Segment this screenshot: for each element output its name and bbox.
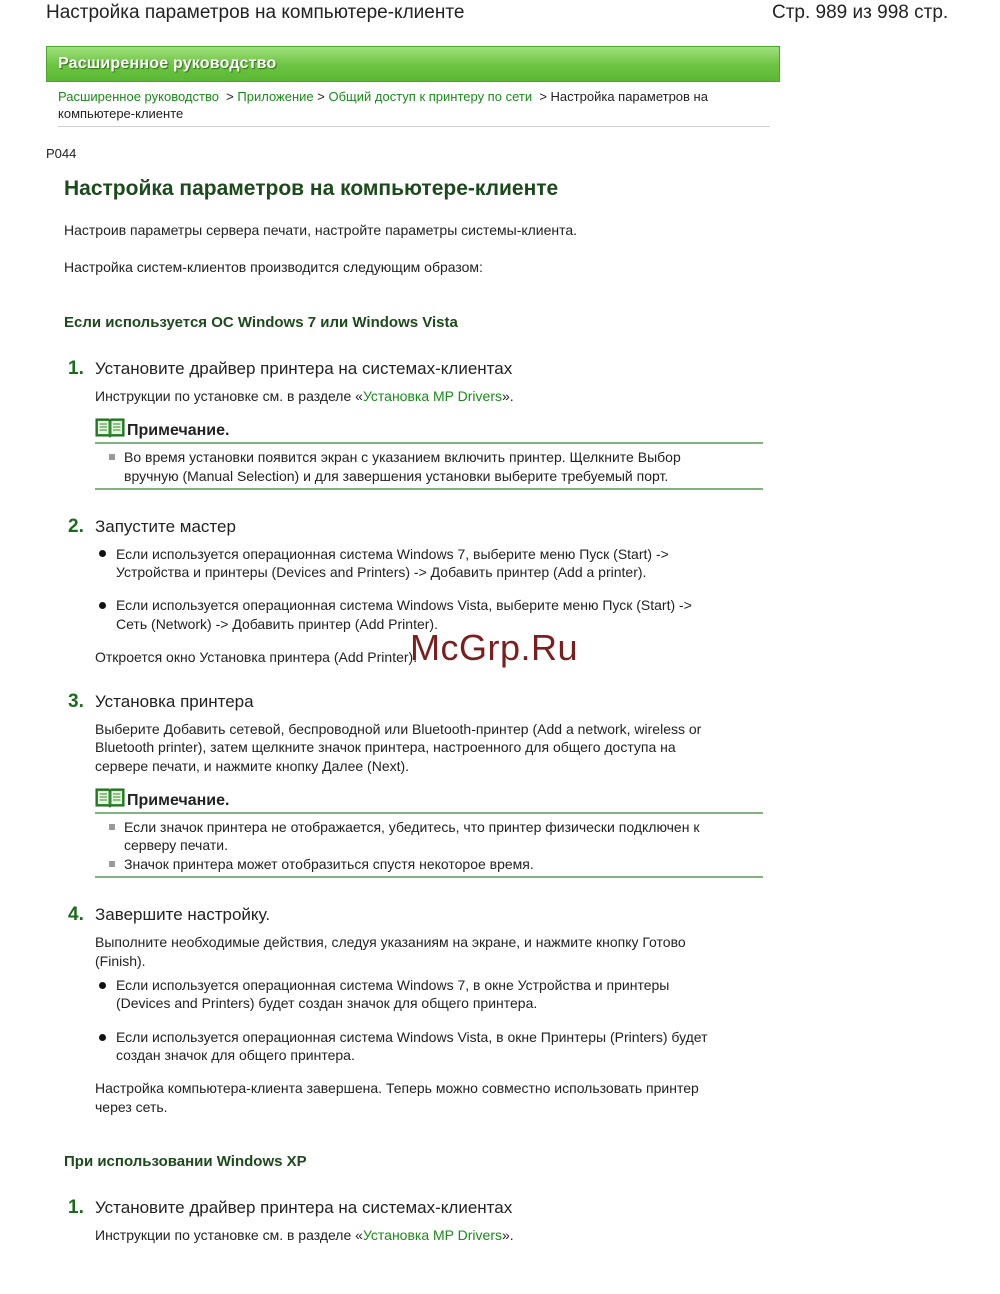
watermark: McGrp.Ru xyxy=(410,627,579,668)
step-title: Установка принтера xyxy=(95,692,254,711)
list-item: Если используется операционная система Windows 7, выберите меню Пуск (Start) -> xyxy=(116,546,669,562)
intro-text-2: Настройка систем-клиентов производится следующим образом: xyxy=(64,259,483,275)
page-number: Стр. 989 из 998 стр. xyxy=(772,2,949,23)
step-text: Выберите Добавить сетевой, беспроводной или Bluetooth-принтер (Add a network, wireless or xyxy=(95,721,702,737)
breadcrumb-sep: > xyxy=(226,89,234,104)
breadcrumb-sep: > xyxy=(539,89,547,104)
list-item: Если используется операционная система Windows Vista, в окне Принтеры (Printers) будет xyxy=(116,1029,708,1045)
section-heading-winxp: При использовании Windows XP xyxy=(64,1153,307,1170)
step-number: 1. xyxy=(68,1197,84,1218)
breadcrumb-current-cont: компьютере-клиенте xyxy=(58,106,184,121)
step-text: через сеть. xyxy=(95,1099,168,1115)
section-heading-win7-vista: Если используется ОС Windows 7 или Windows Vista xyxy=(64,314,458,331)
banner-label: Расширенное руководство xyxy=(58,55,277,72)
list-item: Если используется операционная система Windows 7, в окне Устройства и принтеры xyxy=(116,977,670,993)
bullet-square-icon xyxy=(109,824,115,830)
divider xyxy=(58,126,770,127)
step-number: 2. xyxy=(68,516,84,537)
bullet-dot-icon xyxy=(99,602,106,609)
bullet-square-icon xyxy=(109,454,115,460)
step-title: Установите драйвер принтера на системах-клиентах xyxy=(95,1198,513,1217)
note-book-icon xyxy=(95,786,125,808)
step-number: 4. xyxy=(68,904,84,925)
section-banner xyxy=(46,46,780,82)
step-text: Bluetooth printer), затем щелкните значок принтера, настроенного для общего доступа на xyxy=(95,739,676,755)
breadcrumb xyxy=(58,88,748,122)
note-text: серверу печати. xyxy=(124,837,228,853)
bullet-dot-icon xyxy=(99,550,106,557)
step-title: Завершите настройку. xyxy=(95,905,271,924)
bullet-square-icon xyxy=(109,861,115,867)
breadcrumb-sep: > xyxy=(317,89,325,104)
note-book-icon xyxy=(95,416,125,438)
note-label: Примечание. xyxy=(127,422,230,439)
step-title: Запустите мастер xyxy=(95,517,236,536)
step-text: (Finish). xyxy=(95,953,146,969)
bullet-dot-icon xyxy=(99,982,106,989)
note-text: Значок принтера может отобразиться спустя некоторое время. xyxy=(124,856,534,872)
breadcrumb-link-appendix[interactable]: Приложение xyxy=(237,89,314,104)
step-text: Выполните необходимые действия, следуя указаниям на экране, и нажмите кнопку Готово xyxy=(95,934,686,950)
note-text: Если значок принтера не отображается, убедитесь, что принтер физически подключен к xyxy=(124,819,700,835)
note-text: вручную (Manual Selection) и для завершения установки выберите требуемый порт. xyxy=(124,468,669,484)
page-title: Настройка параметров на компьютере-клиенте xyxy=(64,177,559,200)
step-number: 1. xyxy=(68,358,84,379)
list-item: Сеть (Network) -> Добавить принтер (Add Printer). xyxy=(116,616,438,632)
link-install-mp-drivers[interactable]: Установка MP Drivers xyxy=(362,388,502,404)
step-text: сервере печати, и нажмите кнопку Далее (Next). xyxy=(95,758,410,774)
list-item: создан значок для общего принтера. xyxy=(116,1047,355,1063)
note-header xyxy=(95,416,763,444)
note-header xyxy=(95,786,763,814)
page-header-title: Настройка параметров на компьютере-клиенте xyxy=(46,2,465,23)
list-item: (Devices and Printers) будет создан значок для общего принтера. xyxy=(116,995,538,1011)
step-text: Настройка компьютера-клиента завершена. Теперь можно совместно использовать принтер xyxy=(95,1080,699,1096)
note-divider xyxy=(95,488,763,490)
intro-text-1: Настроив параметры сервера печати, настройте параметры системы-клиента. xyxy=(64,222,578,238)
note-label: Примечание. xyxy=(127,792,230,809)
list-item: Устройства и принтеры (Devices and Printers) -> Добавить принтер (Add a printer). xyxy=(116,564,647,580)
note-text: Во время установки появится экран с указанием включить принтер. Щелкните Выбор xyxy=(124,449,681,465)
list-item: Если используется операционная система Windows Vista, выберите меню Пуск (Start) -> xyxy=(116,597,692,613)
breadcrumb-link-guide[interactable]: Расширенное руководство xyxy=(58,89,219,104)
link-install-mp-drivers[interactable]: Установка MP Drivers xyxy=(362,1227,502,1243)
step-text: Откроется окно Установка принтера (Add Printer). xyxy=(95,649,418,665)
bullet-dot-icon xyxy=(99,1034,106,1041)
step-number: 3. xyxy=(68,691,84,712)
breadcrumb-link-sharing[interactable]: Общий доступ к принтеру по сети xyxy=(328,89,533,104)
note-divider xyxy=(95,876,763,878)
page-code: P044 xyxy=(46,146,77,161)
step-title: Установите драйвер принтера на системах-клиентах xyxy=(95,359,513,378)
step-text: Инструкции по установке см. в разделе «Установка MP Drivers». xyxy=(95,388,514,404)
step-text: Инструкции по установке см. в разделе «Установка MP Drivers». xyxy=(95,1227,514,1243)
breadcrumb-current: Настройка параметров на xyxy=(550,89,708,104)
